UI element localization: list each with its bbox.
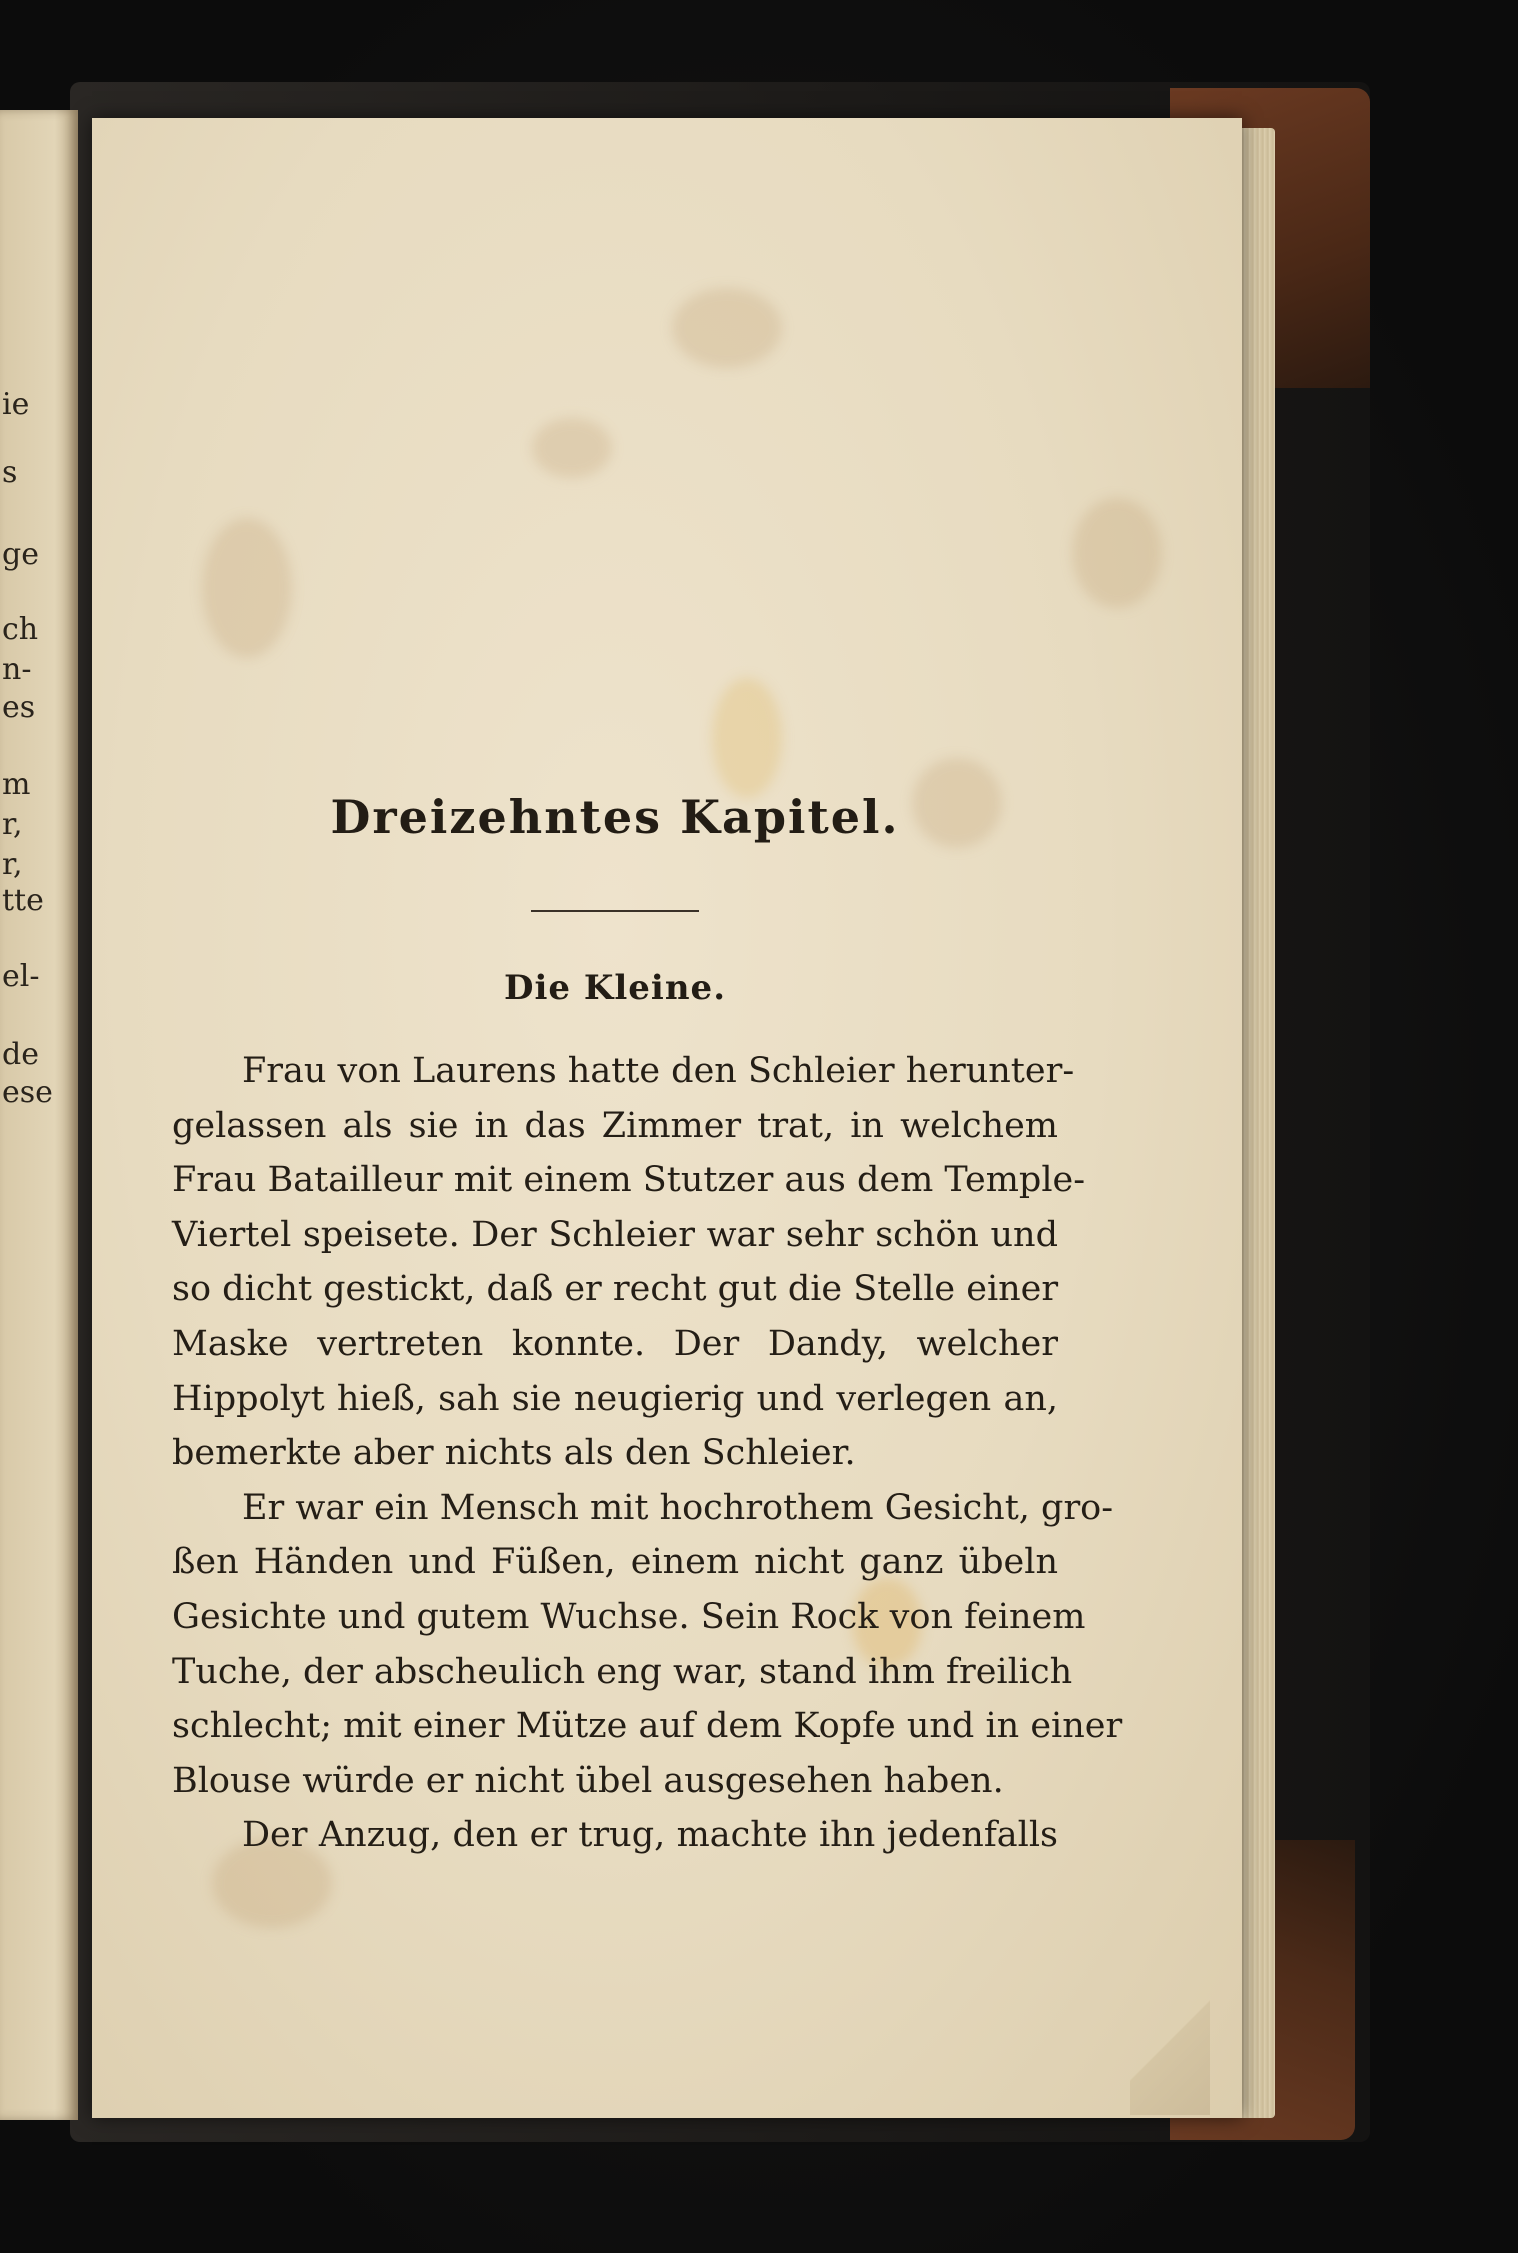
paper-stain: [712, 678, 782, 798]
left-page-fragment: m: [2, 767, 31, 802]
left-page-fragment: el-: [2, 959, 40, 994]
left-page-fragment: de: [2, 1037, 39, 1072]
text-line: gelassen als sie in das Zimmer trat, in welchem: [172, 1105, 1058, 1146]
left-page: [0, 110, 78, 2120]
paper-stain: [672, 288, 782, 368]
text-line: Maske vertreten konnte. Der Dandy, welcher: [172, 1323, 1058, 1364]
text-line: schlecht; mit einer Mütze auf dem Kopfe und in einer: [172, 1706, 1123, 1747]
text-line: so dicht gestickt, daß er recht gut die Stelle einer: [172, 1269, 1059, 1310]
body-text: [172, 1044, 1123, 1863]
left-page-fragment: s: [2, 455, 18, 490]
paper-stain: [1072, 498, 1162, 608]
text-line: Tuche, der abscheulich eng war, stand ihm freilich: [172, 1651, 1073, 1692]
text-line: Er war ein Mensch mit hochrothem Gesicht, gro-: [242, 1487, 1114, 1528]
text-line: Frau Batailleur mit einem Stutzer aus dem Temple-: [172, 1160, 1086, 1201]
left-page-fragment: r,: [2, 847, 23, 882]
left-page-fragment: ge: [2, 537, 39, 572]
text-line: Der Anzug, den er trug, machte ihn jedenfalls: [242, 1815, 1058, 1856]
left-page-fragment: tte: [2, 883, 44, 918]
text-line: ßen Händen und Füßen, einem nicht ganz übeln: [172, 1542, 1058, 1583]
text-line: Frau von Laurens hatte den Schleier herunter-: [242, 1051, 1075, 1091]
paper-stain: [532, 418, 612, 478]
torn-page-corner: [1130, 1985, 1210, 2115]
text-line: Hippolyt hieß, sah sie neugierig und verlegen an,: [172, 1378, 1058, 1419]
left-page-fragment: r,: [2, 807, 23, 842]
text-line: bemerkte aber nichts als den Schleier.: [172, 1433, 856, 1474]
left-page-fragment: n-: [2, 652, 32, 687]
left-page-fragment: ie: [2, 387, 30, 422]
chapter-subtitle: Die Kleine.: [503, 968, 727, 1008]
left-page-fragment: ese: [2, 1075, 53, 1110]
left-page-fragment: es: [2, 690, 36, 725]
title-divider: [531, 910, 699, 912]
left-page-fragment: ch: [2, 612, 39, 647]
paper-stain: [202, 518, 292, 658]
text-line: Viertel speisete. Der Schleier war sehr schön und: [172, 1214, 1058, 1255]
text-line: Gesichte und gutem Wuchse. Sein Rock von feinem: [172, 1596, 1086, 1637]
chapter-title: Dreizehntes Kapitel.: [330, 790, 900, 844]
text-line: Blouse würde er nicht übel ausgesehen haben.: [172, 1760, 1004, 1801]
